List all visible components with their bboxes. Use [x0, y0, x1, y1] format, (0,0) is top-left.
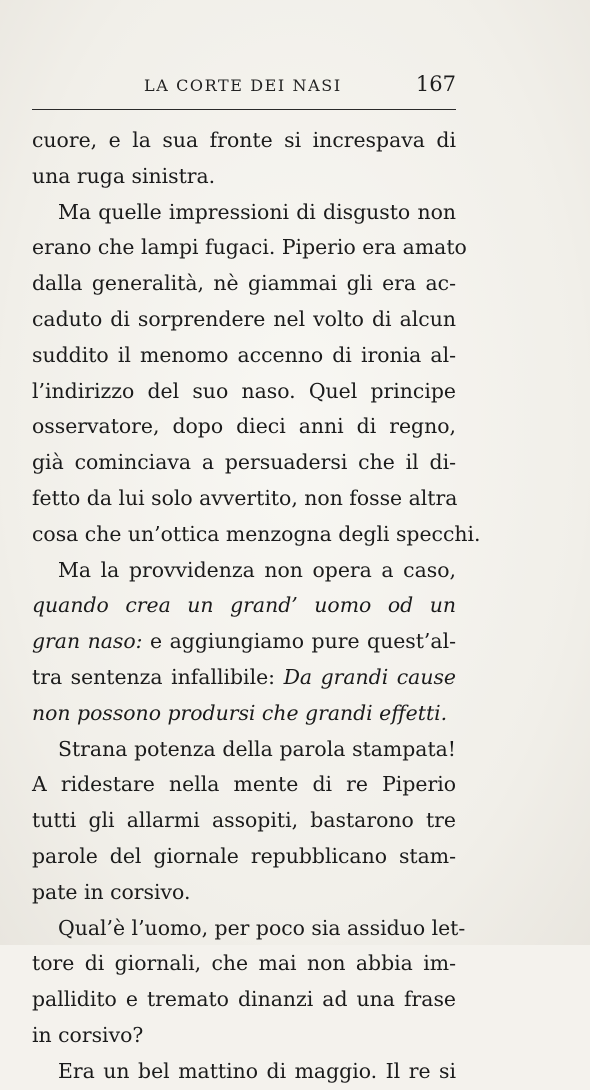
text-line	[32, 1018, 456, 1054]
text-line	[32, 696, 456, 732]
line-text: tra sentenza infallibile:	[32, 664, 284, 689]
line-text: cosa che un’ottica menzogna degli specchi.	[32, 521, 481, 546]
text-line	[32, 517, 481, 553]
line-text: parole del giornale repubblicano stam-	[32, 843, 456, 868]
line-text: l’indirizzo del suo naso. Quel principe	[32, 378, 456, 403]
text-line	[32, 624, 456, 660]
line-text: Era un bel mattino di maggio. Il re si	[58, 1058, 456, 1083]
line-text: tutti gli allarmi assopiti, bastarono tre	[32, 808, 456, 833]
line-text: Qual’è l’uomo, per poco sia assiduo let-	[58, 915, 466, 940]
line-text: cuore, e la sua fronte si increspava di	[32, 128, 456, 152]
italic-span: non possono prodursi che grandi effetti.	[32, 700, 448, 725]
text-line	[32, 911, 466, 947]
italic-span: quando crea un grand’ uomo od un	[32, 593, 456, 618]
text-line	[32, 302, 456, 338]
line-text: in corsivo?	[32, 1022, 144, 1047]
text-line	[32, 338, 456, 374]
text-line	[32, 230, 467, 266]
text-line	[32, 875, 456, 911]
italic-span: gran naso:	[32, 629, 143, 654]
text-line	[32, 803, 456, 839]
line-text: tore di giornali, che mai non abbia im-	[32, 951, 456, 976]
text-line	[32, 588, 456, 624]
line-text: A ridestare nella mente di re Piperio	[32, 772, 456, 797]
line-text: e aggiungiamo pure quest’al-	[142, 629, 456, 654]
line-text: Ma la provvidenza non opera a caso,	[58, 557, 456, 582]
line-text: caduto di sorprendere nel volto di alcun	[32, 306, 456, 331]
text-line	[32, 553, 456, 589]
running-title: LA CORTE DEI NASI	[144, 76, 342, 95]
page-number: 167	[415, 72, 456, 96]
text-line	[32, 767, 456, 803]
line-text: Ma quelle impressioni di disgusto non	[58, 199, 456, 224]
line-text: erano che lampi fugaci. Piperio era amato	[32, 235, 467, 260]
line-text: pallidito e tremato dinanzi ad una frase	[32, 987, 456, 1012]
line-text: suddito il menomo accenno di ironia al-	[32, 342, 456, 367]
text-line	[32, 123, 456, 159]
page-header	[32, 72, 456, 102]
text-line	[32, 982, 456, 1018]
header-rule	[32, 109, 456, 110]
text-line	[32, 159, 456, 195]
text-line	[32, 946, 456, 982]
text-line	[32, 481, 456, 517]
text-line	[32, 409, 456, 445]
line-text: pate in corsivo.	[32, 879, 191, 904]
text-line	[32, 266, 456, 302]
text-line	[32, 839, 456, 875]
text-line	[32, 445, 456, 481]
line-text: già cominciava a persuadersi che il di-	[32, 450, 456, 475]
line-text: una ruga sinistra.	[32, 163, 216, 188]
italic-span: Da grandi cause	[283, 664, 456, 689]
text-line	[32, 732, 456, 768]
text-line	[32, 195, 456, 231]
text-line	[32, 374, 456, 410]
text-line	[32, 1054, 456, 1090]
line-text: Strana potenza della parola stampata!	[58, 736, 456, 761]
line-text: dalla generalità, nè giammai gli era ac-	[32, 271, 456, 296]
line-text: osservatore, dopo dieci anni di regno,	[32, 414, 456, 439]
text-line	[32, 660, 456, 696]
line-text: fetto da lui solo avvertito, non fosse altra	[32, 485, 458, 510]
